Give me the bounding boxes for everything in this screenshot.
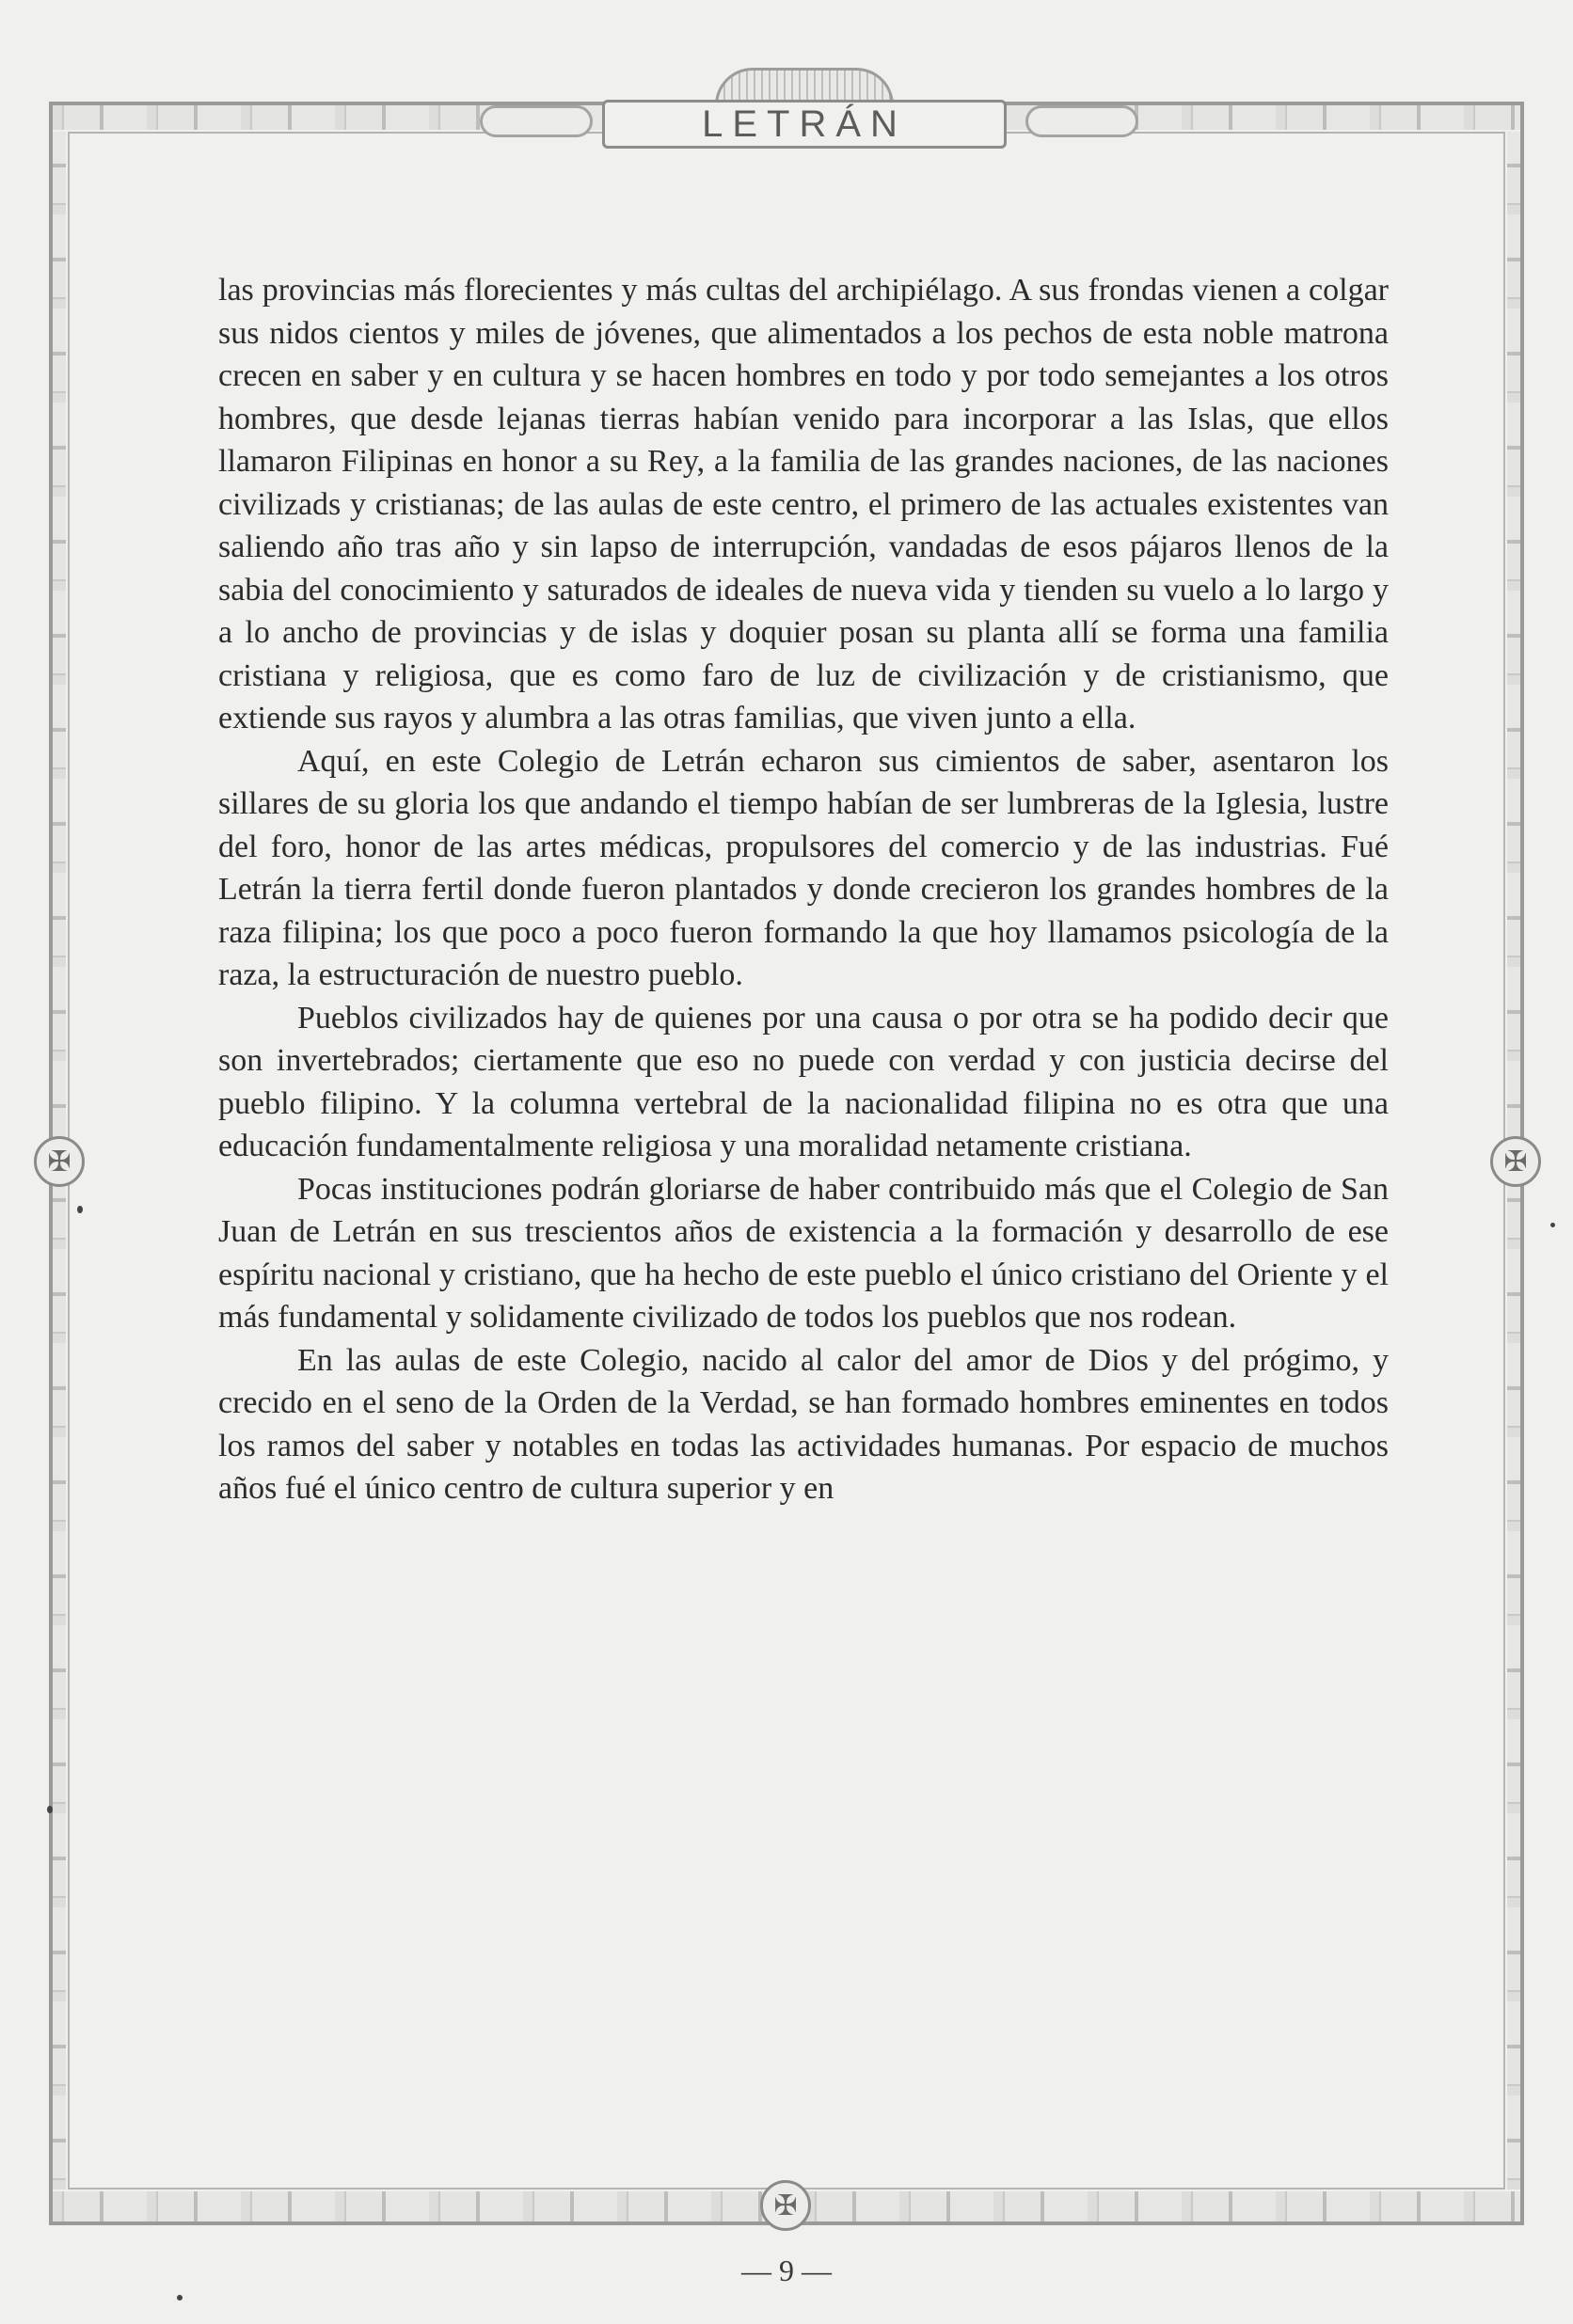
header-title: LETRÁN [702, 103, 907, 145]
cross-medallion-icon: ✠ [760, 2180, 811, 2231]
paragraph: Pueblos civilizados hay de quienes por una causa o por otra se ha podido decir que son invertebrados; ciertamente que eso no puede con verdad y con justicia decirse del pueblo filipino. Y la columna vertebral de la nacionalidad filipina no es otra que una educación fundamentalmente religiosa y una moralidad netamente cristiana. [218, 1000, 1389, 1163]
ink-speck [177, 2295, 183, 2300]
paragraph: Pocas instituciones podrán gloriarse de haber contribuido más que el Colegio de San Juan de Letrán en sus trescientos años de existencia a la formación y desarrollo de ese espíritu nacional y cristiano, que ha hecho de este pueblo el único cristiano del Oriente y el más fundamental y solidamente civilizado de todos los pueblos que nos rodean. [218, 1171, 1389, 1335]
scroll-ornament-right [1025, 105, 1138, 137]
cross-medallion-icon: ✠ [34, 1136, 85, 1187]
paragraph: Aquí, en este Colegio de Letrán echaron sus cimientos de saber, asentaron los sillares de su gloria los que andando el tiempo habían de ser lumbreras de la Iglesia, lustre del foro, honor de las artes médicas, propulsores del comercio y de las industrias. Fué Letrán la tierra fertil donde fueron plantados y donde crecieron los grandes hombres de la raza filipina; los que poco a poco fueron formando la que hoy llamamos psicología de la raza, la estructuración de nuestro pueblo. [218, 743, 1389, 992]
paragraph: las provincias más florecientes y más cultas del archipiélago. A sus frondas vienen a colgar sus nidos cientos y miles de jóvenes, que alimentados a los pechos de esta noble matrona crecen en saber y en cultura y se hacen hombres en todo y por todo semejantes a los otros hombres, que desde lejanas tierras habían venido para incorporar a las Islas, que ellos llamaron Filipinas en honor a su Rey, a la familia de las grandes naciones, de las naciones civilizads y cristianas; de las aulas de este centro, el primero de las actuales existentes van saliendo año tras año y sin lapso de interrupción, vandadas de esos pájaros llenos de la sabia del conocimiento y saturados de ideales de nueva vida y tienden su vuelo a lo largo y a lo ancho de provincias y de islas y doquier posan su planta allí se forma una familia cristiana y religiosa, que es como faro de luz de civilización y de cristianismo, que extiende sus rayos y alumbra a las otras familias, que viven junto a ella. [218, 273, 1389, 735]
ink-speck [1550, 1223, 1555, 1227]
paragraph: En las aulas de este Colegio, nacido al calor del amor de Dios y del prógimo, y crecido en el seno de la Orden de la Verdad, se han formado hombres eminentes en todos los ramos del saber y notables en todas las actividades humanas. Por espacio de muchos años fué el único centro de cultura superior y en [218, 1342, 1389, 1506]
ink-speck [47, 1806, 53, 1813]
page-number: — 9 — [741, 2253, 832, 2287]
scroll-ornament-left [480, 105, 593, 137]
body-text [218, 269, 1389, 1510]
ink-speck [77, 1206, 83, 1213]
header-cartouche [602, 100, 1007, 149]
cross-medallion-icon: ✠ [1490, 1136, 1541, 1187]
